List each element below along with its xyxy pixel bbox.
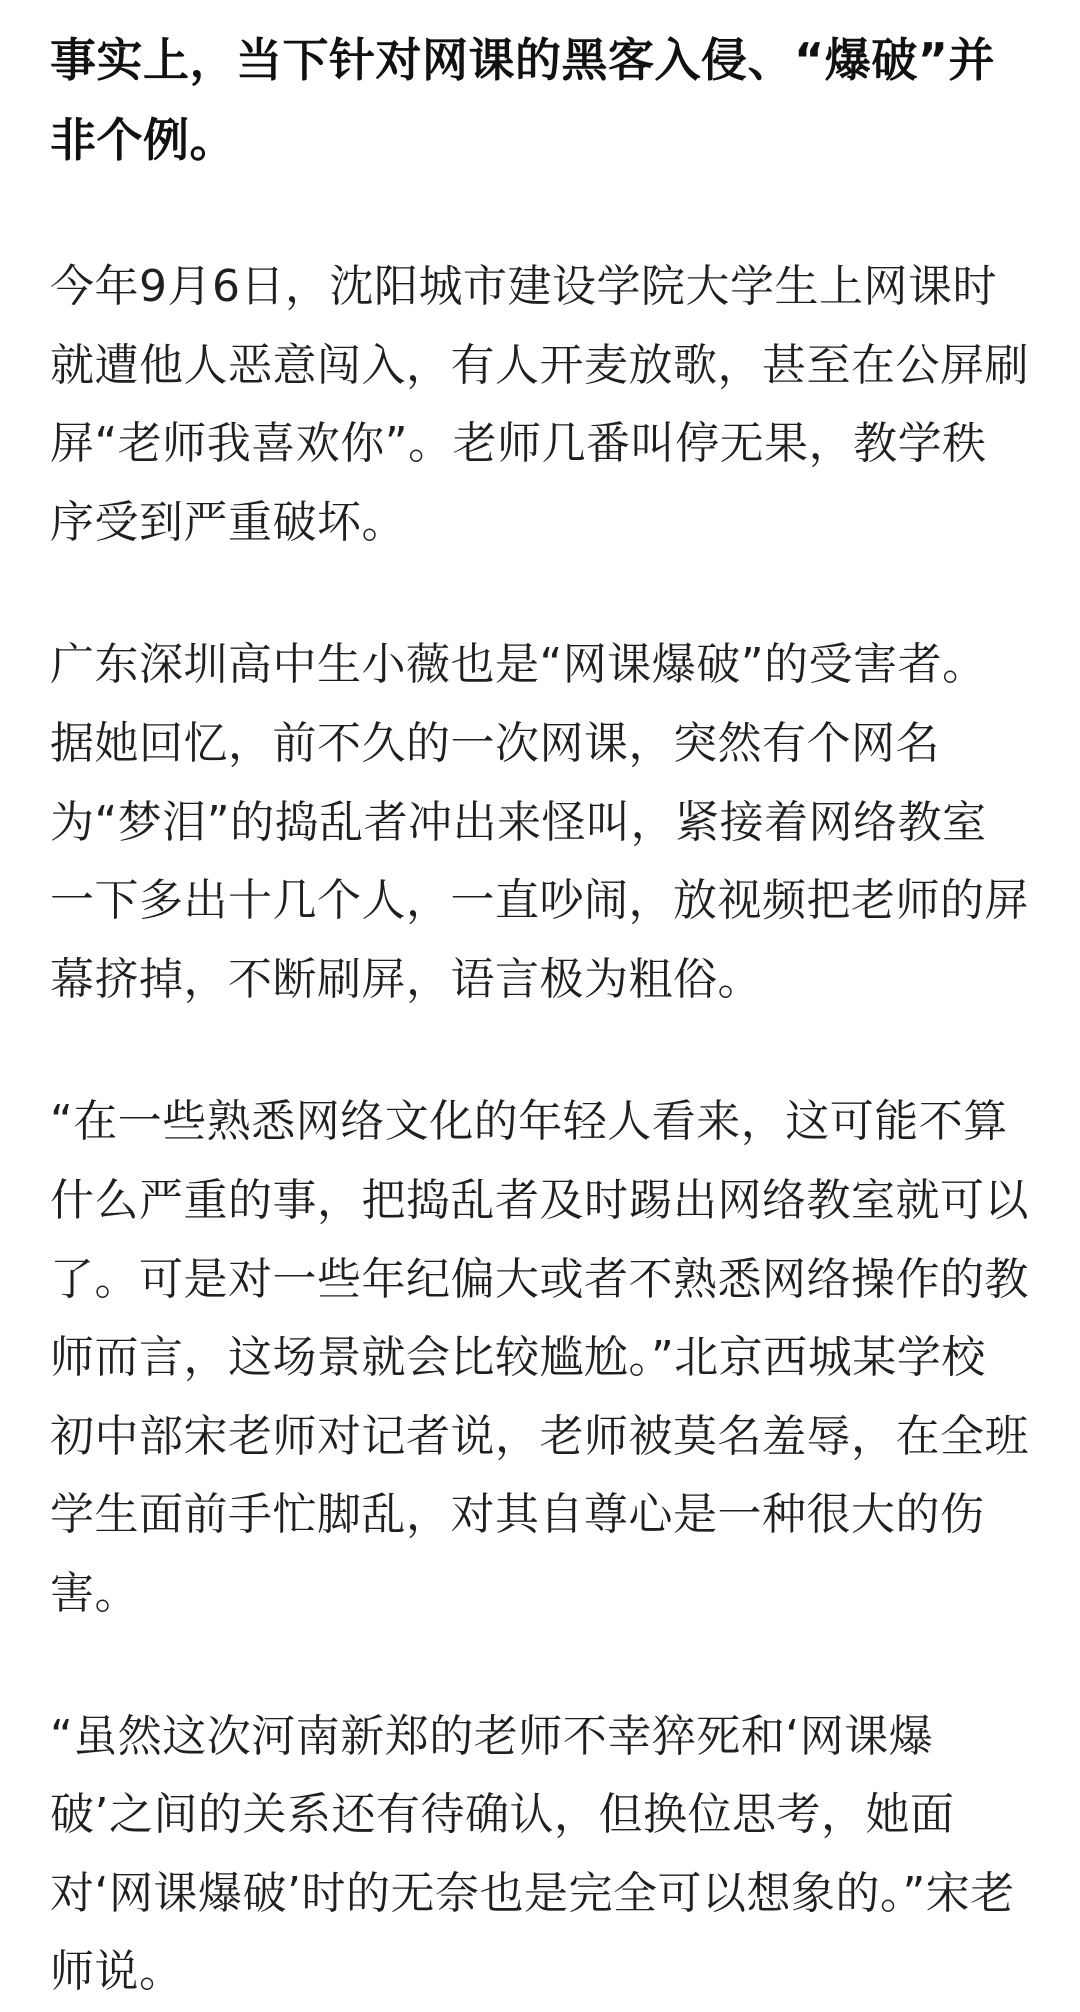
paragraph-teacher-quote: “在一些熟悉网络文化的年轻人看来，这可能不算什么严重的事，把捣乱者及时踢出网络教室就可以了。可是对一些年纪偏大或者不熟悉网络操作的教师而言，这场景就会比较尴尬。”北京西城某学校初中部宋老师对记者说，老师被莫名羞辱，在全班学生面前手忙脚乱，对其自尊心是一种很大的伤害。 — [50, 1096, 1029, 1619]
lead-paragraph: 事实上，当下针对网课的黑客入侵、“爆破”并非个例。 — [50, 33, 995, 167]
paragraph-shenyang-incident: 今年9月6日，沈阳城市建设学院大学生上网课时就遭他人恶意闯入，有人开麦放歌，甚至在公屏刷屏“老师我喜欢你”。老师几番叫停无果，教学秩序受到严重破坏。 — [50, 261, 1029, 548]
paragraph-shenzhen-student: 广东深圳高中生小薇也是“网课爆破”的受害者。据她回忆，前不久的一次网课，突然有个网名为“梦泪”的捣乱者冲出来怪叫，紧接着网络教室一下多出十几个人，一直吵闹，放视频把老师的屏幕挤掉，不断刷屏，语言极为粗俗。 — [50, 639, 1029, 1005]
paragraph-henan-quote: “虽然这次河南新郑的老师不幸猝死和‘网课爆破’之间的关系还有待确认，但换位思考，她面对‘网课爆破’时的无奈也是完全可以想象的。”宋老师说。 — [50, 1710, 1015, 1998]
